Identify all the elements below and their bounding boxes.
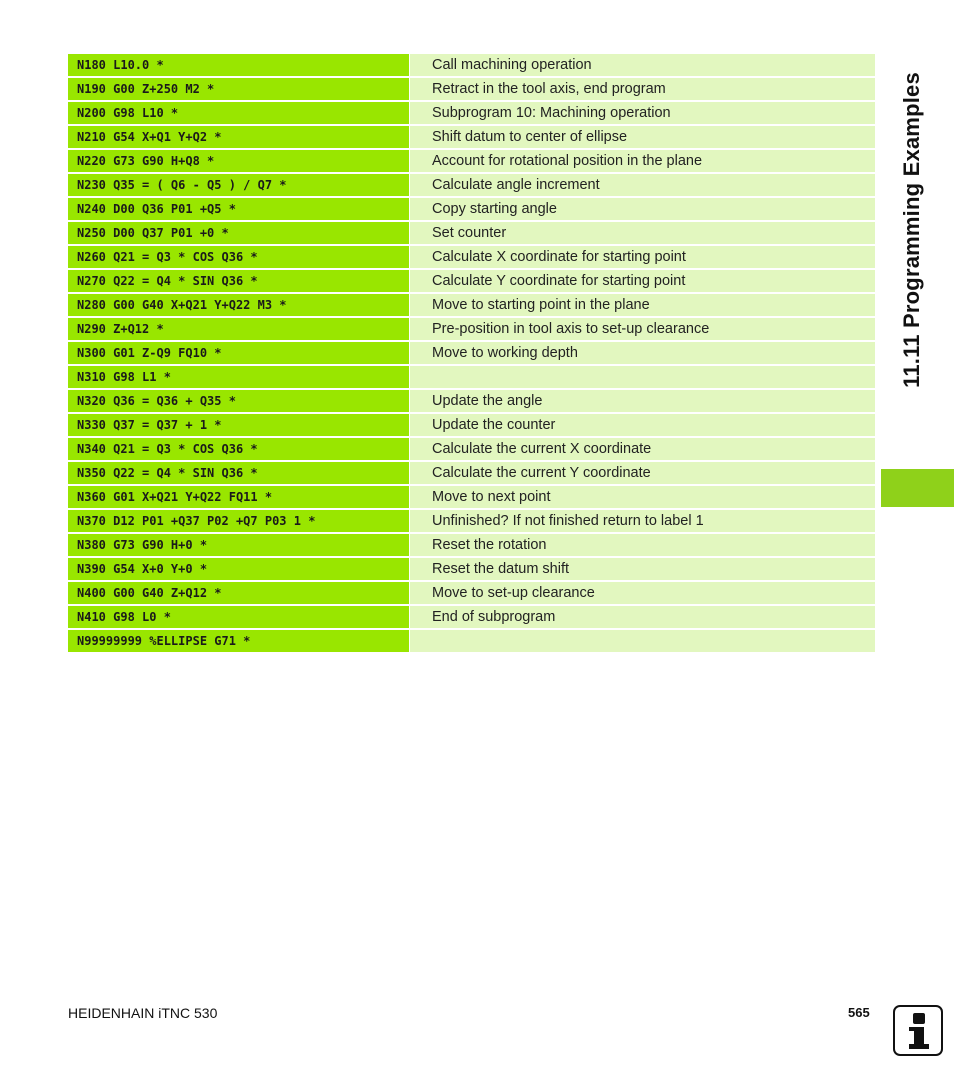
nc-code-cell: N350 Q22 = Q4 * SIN Q36 * — [68, 462, 409, 484]
info-icon — [893, 1005, 943, 1056]
description-cell: Calculate X coordinate for starting point — [410, 246, 875, 268]
nc-code-cell: N290 Z+Q12 * — [68, 318, 409, 340]
description-cell: Unfinished? If not finished return to label 1 — [410, 510, 875, 532]
nc-code-cell: N200 G98 L10 * — [68, 102, 409, 124]
description-cell: Call machining operation — [410, 54, 875, 76]
table-row — [68, 486, 875, 508]
nc-code-cell: N250 D00 Q37 P01 +0 * — [68, 222, 409, 244]
table-row — [68, 606, 875, 628]
table-row — [68, 174, 875, 196]
nc-code-cell: N210 G54 X+Q1 Y+Q2 * — [68, 126, 409, 148]
chapter-tab-marker — [881, 469, 954, 507]
description-cell: Move to set-up clearance — [410, 582, 875, 604]
table-row — [68, 246, 875, 268]
table-row — [68, 318, 875, 340]
table-row — [68, 150, 875, 172]
nc-code-cell: N300 G01 Z-Q9 FQ10 * — [68, 342, 409, 364]
table-row — [68, 582, 875, 604]
description-cell: Move to next point — [410, 486, 875, 508]
table-row — [68, 390, 875, 412]
nc-code-cell: N380 G73 G90 H+0 * — [68, 534, 409, 556]
nc-code-cell: N270 Q22 = Q4 * SIN Q36 * — [68, 270, 409, 292]
table-row — [68, 270, 875, 292]
table-row — [68, 126, 875, 148]
nc-code-cell: N280 G00 G40 X+Q21 Y+Q22 M3 * — [68, 294, 409, 316]
nc-code-cell: N99999999 %ELLIPSE G71 * — [68, 630, 409, 652]
description-cell — [410, 630, 875, 652]
footer-product-name: HEIDENHAIN iTNC 530 — [68, 1005, 218, 1021]
description-cell: Update the counter — [410, 414, 875, 436]
nc-code-cell: N340 Q21 = Q3 * COS Q36 * — [68, 438, 409, 460]
table-row — [68, 630, 875, 652]
table-row — [68, 366, 875, 388]
table-row — [68, 342, 875, 364]
nc-code-cell: N390 G54 X+0 Y+0 * — [68, 558, 409, 580]
table-row — [68, 198, 875, 220]
description-cell: Calculate Y coordinate for starting point — [410, 270, 875, 292]
nc-code-cell: N240 D00 Q36 P01 +Q5 * — [68, 198, 409, 220]
description-cell: Update the angle — [410, 390, 875, 412]
table-row — [68, 510, 875, 532]
program-listing-table — [68, 54, 875, 654]
description-cell: Calculate the current Y coordinate — [410, 462, 875, 484]
nc-code-cell: N320 Q36 = Q36 + Q35 * — [68, 390, 409, 412]
description-cell: Account for rotational position in the plane — [410, 150, 875, 172]
description-cell: Move to starting point in the plane — [410, 294, 875, 316]
table-row — [68, 414, 875, 436]
nc-code-cell: N370 D12 P01 +Q37 P02 +Q7 P03 1 * — [68, 510, 409, 532]
table-row — [68, 102, 875, 124]
nc-code-cell: N220 G73 G90 H+Q8 * — [68, 150, 409, 172]
nc-code-cell: N230 Q35 = ( Q6 - Q5 ) / Q7 * — [68, 174, 409, 196]
description-cell: End of subprogram — [410, 606, 875, 628]
page-number: 565 — [848, 1005, 870, 1020]
description-cell: Subprogram 10: Machining operation — [410, 102, 875, 124]
nc-code-cell: N400 G00 G40 Z+Q12 * — [68, 582, 409, 604]
description-cell: Retract in the tool axis, end program — [410, 78, 875, 100]
nc-code-cell: N260 Q21 = Q3 * COS Q36 * — [68, 246, 409, 268]
table-row — [68, 438, 875, 460]
description-cell: Reset the datum shift — [410, 558, 875, 580]
nc-code-cell: N360 G01 X+Q21 Y+Q22 FQ11 * — [68, 486, 409, 508]
description-cell: Reset the rotation — [410, 534, 875, 556]
description-cell: Pre-position in tool axis to set-up clearance — [410, 318, 875, 340]
description-cell: Copy starting angle — [410, 198, 875, 220]
nc-code-cell: N180 L10.0 * — [68, 54, 409, 76]
table-row — [68, 462, 875, 484]
table-row — [68, 558, 875, 580]
nc-code-cell: N190 G00 Z+250 M2 * — [68, 78, 409, 100]
description-cell — [410, 366, 875, 388]
table-row — [68, 78, 875, 100]
chapter-title: 11.11 Programming Examples — [899, 72, 924, 388]
description-cell: Move to working depth — [410, 342, 875, 364]
nc-code-cell: N310 G98 L1 * — [68, 366, 409, 388]
table-row — [68, 294, 875, 316]
description-cell: Shift datum to center of ellipse — [410, 126, 875, 148]
table-row — [68, 534, 875, 556]
description-cell: Calculate the current X coordinate — [410, 438, 875, 460]
description-cell: Set counter — [410, 222, 875, 244]
table-row — [68, 54, 875, 76]
nc-code-cell: N330 Q37 = Q37 + 1 * — [68, 414, 409, 436]
nc-code-cell: N410 G98 L0 * — [68, 606, 409, 628]
description-cell: Calculate angle increment — [410, 174, 875, 196]
table-row — [68, 222, 875, 244]
